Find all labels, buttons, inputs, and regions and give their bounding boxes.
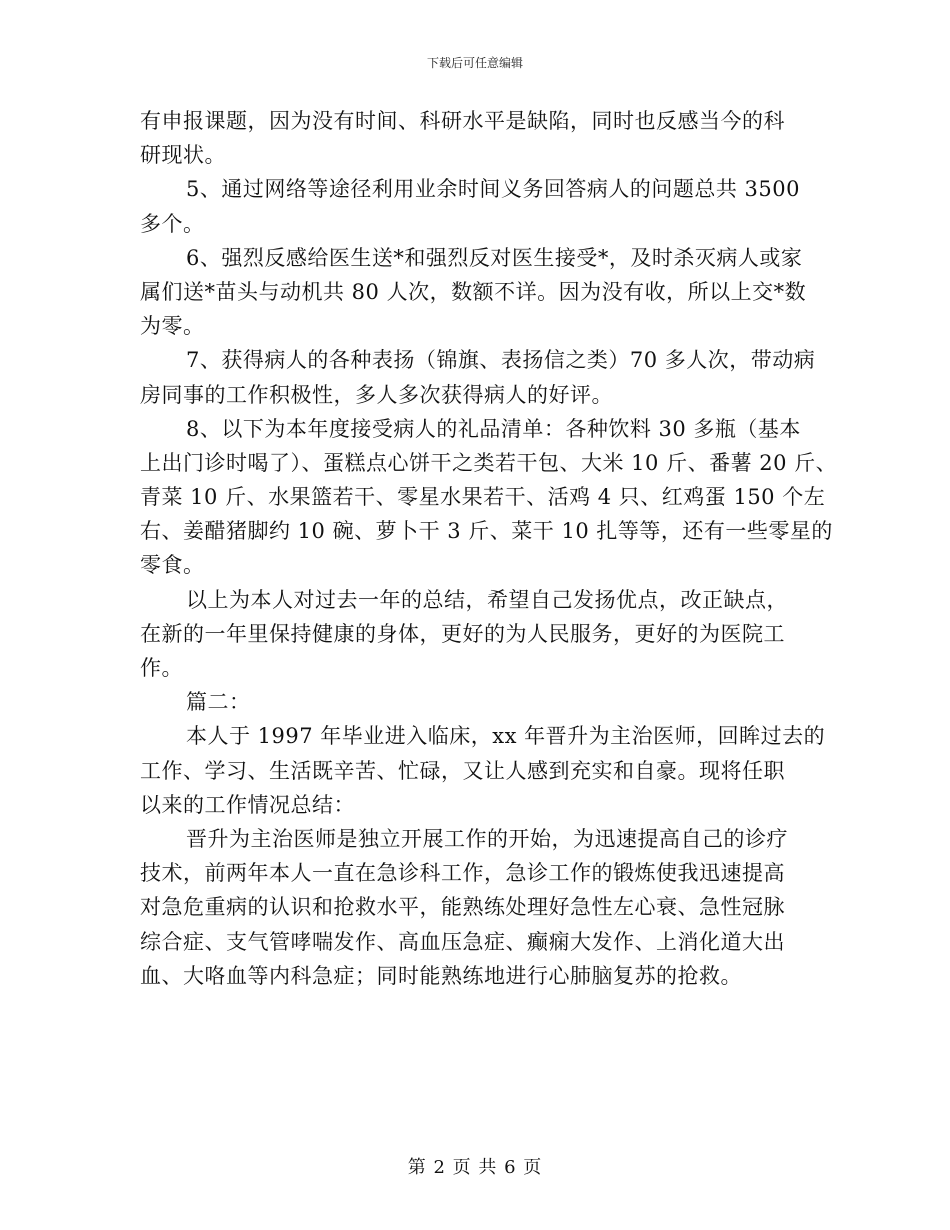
text-line: 6、强烈反感给医生送*和强烈反对医生接受*，及时杀灭病人或家: [186, 245, 803, 270]
text-line: 房同事的工作积极性，多人多次获得病人的好评。: [140, 382, 613, 407]
text-line: 青菜 10 斤、水果篮若干、零星水果若干、活鸡 4 只、红鸡蛋 150 个左: [140, 485, 826, 510]
text-line: 属们送*苗头与动机共 80 人次，数额不详。因为没有收，所以上交*数: [140, 279, 807, 304]
text-line: 以来的工作情况总结：: [140, 792, 355, 817]
text-line: 本人于 1997 年毕业进入临床，xx 年晋升为主治医师，回眸过去的: [186, 724, 826, 749]
text-line: 对急危重病的认识和抢救水平，能熟练处理好急性左心衰、急性冠脉: [140, 895, 785, 920]
text-line: 多个。: [140, 211, 205, 236]
text-line: 篇二：: [186, 690, 251, 715]
text-line: 作。: [140, 656, 183, 680]
text-line: 综合症、支气管哮喘发作、高血压急症、癫痫大发作、上消化道大出: [140, 929, 785, 954]
text-line: 5、通过网络等途径利用业余时间义务回答病人的问题总共 3500: [186, 177, 800, 202]
text-line: 为零。: [140, 314, 205, 339]
text-line: 右、姜醋猪脚约 10 碗、萝卜干 3 斤、菜干 10 扎等等，还有一些零星的: [140, 519, 833, 544]
text-line: 在新的一年里保持健康的身体，更好的为人民服务，更好的为医院工: [140, 621, 785, 646]
text-line: 晋升为主治医师是独立开展工作的开始，为迅速提高自己的诊疗: [186, 826, 788, 851]
text-line: 技术，前两年本人一直在急诊科工作，急诊工作的锻炼使我迅速提高: [140, 861, 785, 886]
text-line: 研现状。: [140, 143, 226, 168]
text-line: 上出门诊时喝了）、蛋糕点心饼干之类若干包、大米 10 斤、番薯 20 斤、: [140, 450, 838, 475]
text-line: 血、大咯血等内科急症；同时能熟练地进行心肺脑复苏的抢救。: [140, 963, 742, 988]
page-header: 下载后可任意编辑: [426, 56, 523, 70]
text-line: 7、获得病人的各种表扬（锦旗、表扬信之类）70 多人次，带动病: [186, 348, 816, 373]
text-line: 以上为本人对过去一年的总结，希望自己发扬优点，改正缺点，: [186, 587, 788, 612]
text-line: 有申报课题，因为没有时间、科研水平是缺陷，同时也反感当今的科: [140, 109, 785, 133]
document-body: [140, 104, 838, 993]
text-line: 零食。: [140, 553, 205, 578]
page-footer: 第 2 页 共 6 页: [407, 1157, 543, 1178]
text-line: 8、以下为本年度接受病人的礼品清单：各种饮料 30 多瓶（基本: [186, 416, 801, 441]
text-line: 工作、学习、生活既辛苦、忙碌，又让人感到充实和自豪。现将任职: [140, 758, 785, 783]
